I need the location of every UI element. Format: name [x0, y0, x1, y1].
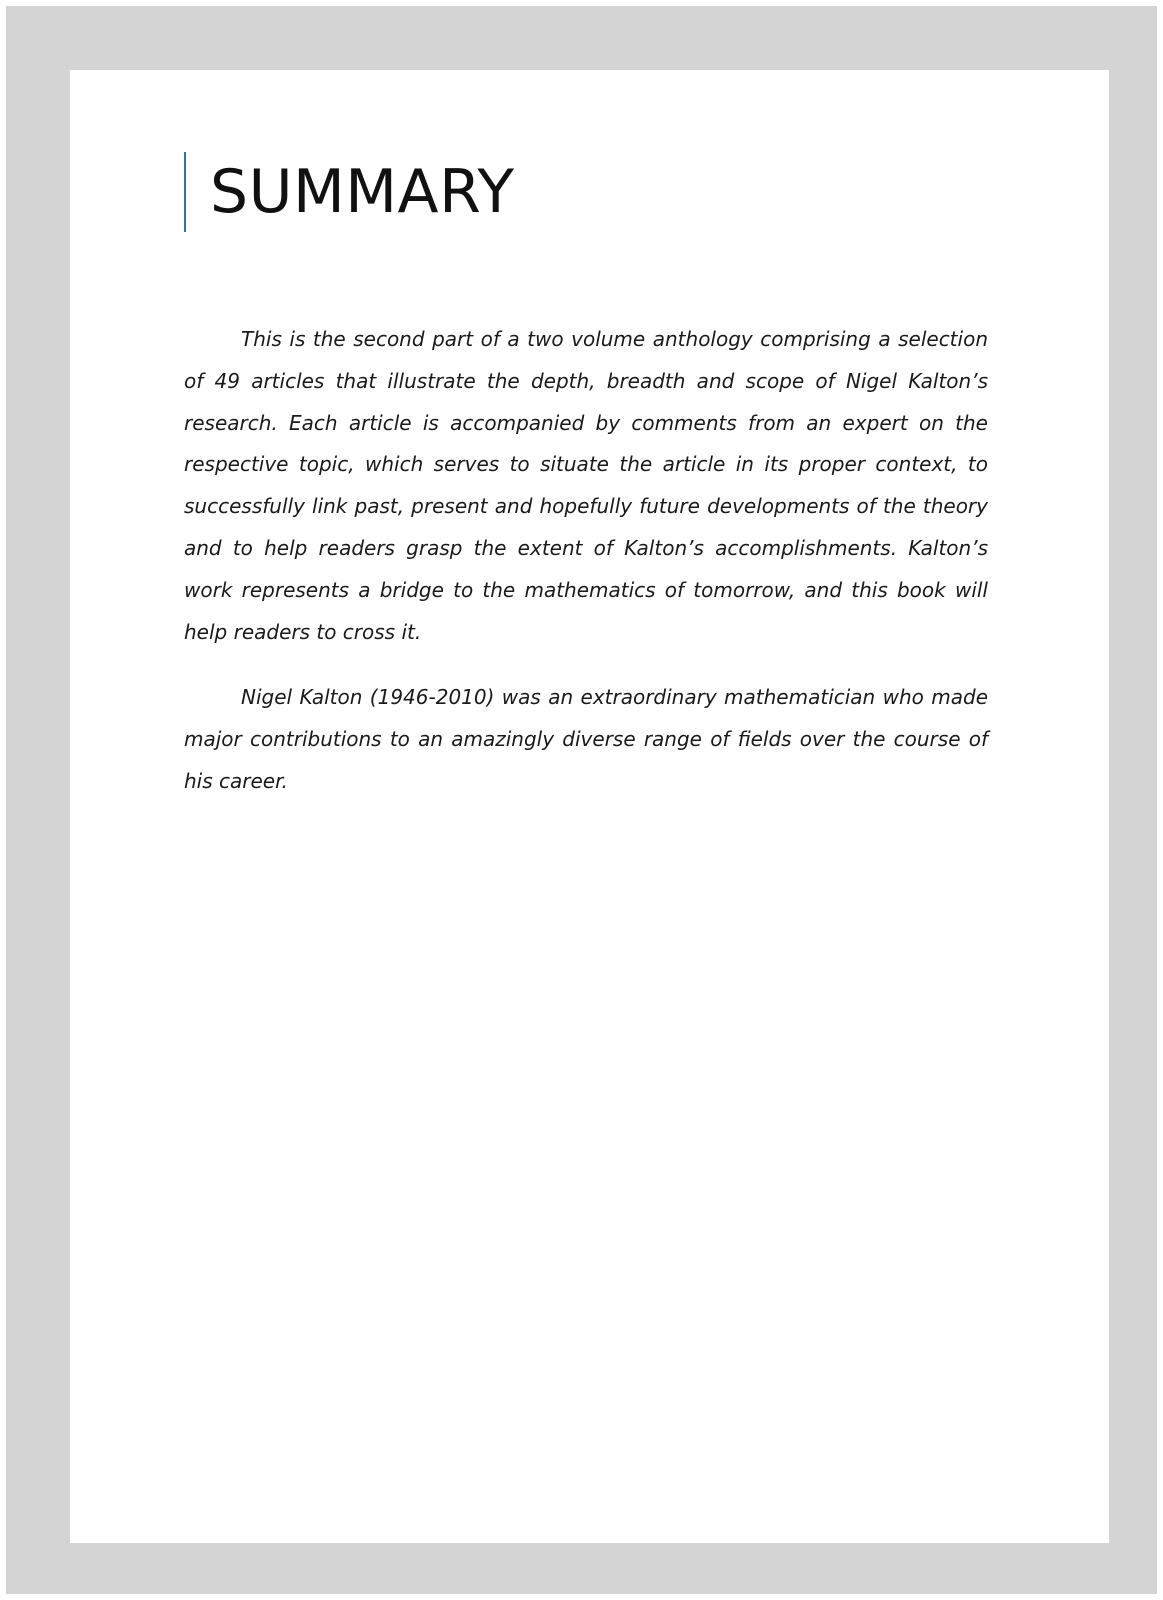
- title-block: [184, 152, 515, 232]
- paragraph-2: Nigel Kalton (1946-2010) was an extraordinary mathematician who made major contributions to an amazingly diverse range of fields over the course of his career.: [184, 685, 988, 793]
- summary-body: [184, 319, 988, 827]
- page-title: SUMMARY: [210, 157, 515, 227]
- paragraph-1: This is the second part of a two volume anthology comprising a selection of 49 articles that illustrate the depth, breadth and scope of Nigel Kalton’s research. Each article is accompanied by comments from an expert on the respective topic, which serves to situate the article in its proper context, to successfully link past, present and hopefully future developments of the theory and to help readers grasp the extent of Kalton’s accomplishments. Kalton’s work represents a bridge to the mathematics of tomorrow, and this book will help readers to cross it.: [184, 327, 988, 644]
- document-page: [70, 70, 1109, 1543]
- title-accent-bar: [184, 152, 186, 232]
- page-frame: [6, 6, 1157, 1594]
